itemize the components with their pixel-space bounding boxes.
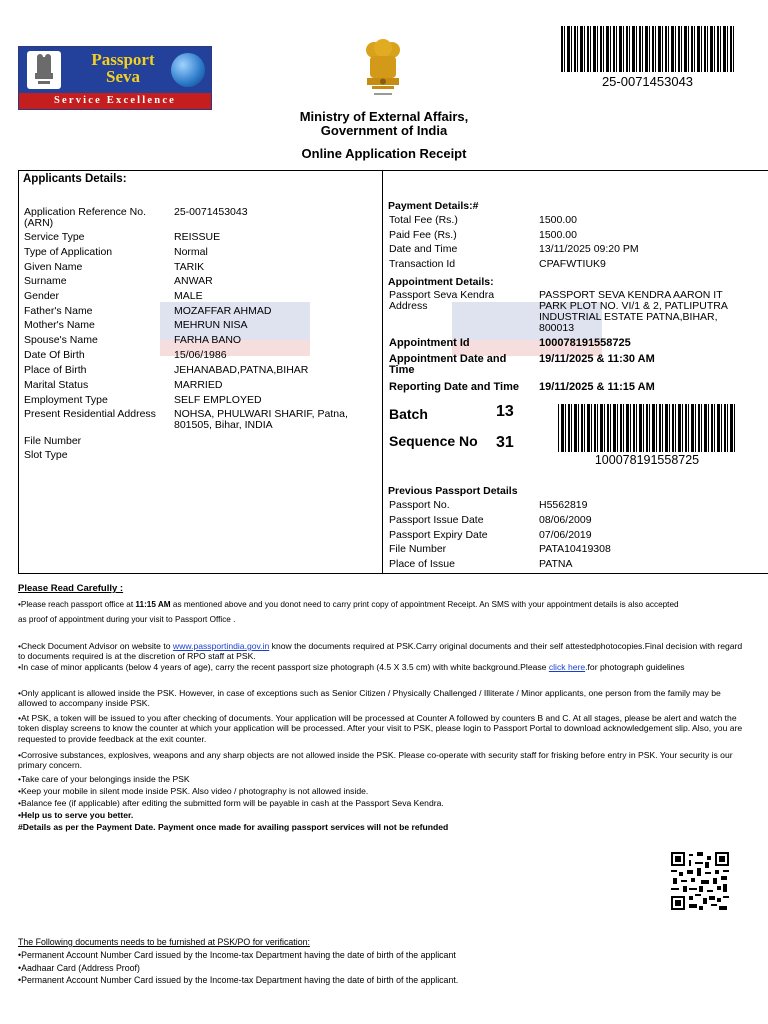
value-appointment-datetime: 19/11/2025 & 11:30 AM xyxy=(539,353,655,365)
note-mobile-silent: •Keep your mobile in silent mode inside PSK. Also video / photography is not allowed inside. xyxy=(18,786,369,796)
value-passport-issue-date: 08/06/2009 xyxy=(539,514,592,526)
label-employment-type: Employment Type xyxy=(24,394,108,406)
label-place-of-birth: Place of Birth xyxy=(24,364,87,376)
value-payment-date: 13/11/2025 09:20 PM xyxy=(539,243,639,255)
note-payment-refund: #Details as per the Payment Date. Payment once made for availing passport services will not be refunded xyxy=(18,822,449,832)
note-reach-office xyxy=(18,600,748,610)
label-arn: Application Reference No. (ARN) xyxy=(24,206,146,229)
applicant-heading: Applicants Details: xyxy=(23,173,127,185)
ministry-line2: Government of India xyxy=(320,123,448,138)
value-batch: 13 xyxy=(496,403,514,420)
value-residential-address: NOHSA, PHULWARI SHARIF, Patna, 801505, Bihar, INDIA xyxy=(174,408,348,431)
logo-globe-icon xyxy=(171,53,205,87)
previous-passport-heading: Previous Passport Details xyxy=(388,485,518,497)
label-appointment-datetime: Appointment Date and Time xyxy=(389,353,507,376)
label-service-type: Service Type xyxy=(24,231,85,243)
document-item-pan-2: •Permanent Account Number Card issued by the Income-tax Department having the date of birth of the applicant. xyxy=(18,975,459,985)
label-passport-expiry-date: Passport Expiry Date xyxy=(389,529,488,541)
label-passport-no: Passport No. xyxy=(389,499,450,511)
label-mothers-name: Mother's Name xyxy=(24,319,95,331)
note-minor-post: .for photograph guidelines xyxy=(585,662,685,672)
value-gender: MALE xyxy=(174,290,203,302)
label-appointment-id: Appointment Id xyxy=(389,337,470,349)
label-surname: Surname xyxy=(24,275,67,287)
note-token: •At PSK, a token will be issued to you after checking of documents. Your application will be processed at Counter A followed by counters B and C. At all stages, please be alert and watch the token display screens to know the counter at which your application will be processed. After your visit to PSK, please login to Passport Portal to download acknowledgement slip. Also, you are requested to provide feedback at the exit counter. xyxy=(18,713,743,744)
note-reach-pre: •Please reach passport office at xyxy=(18,600,134,609)
label-gender: Gender xyxy=(24,290,60,302)
label-passport-issue-date: Passport Issue Date xyxy=(389,514,484,526)
label-file-number: File Number xyxy=(24,435,82,447)
value-given-name: TARIK xyxy=(174,261,205,273)
note-belongings: •Take care of your belongings inside the PSK xyxy=(18,774,190,784)
column-divider xyxy=(382,170,383,574)
logo-emblem-icon xyxy=(27,51,61,89)
value-employment-type: SELF EMPLOYED xyxy=(174,394,262,406)
label-psk-address: Passport Seva Kendra Address xyxy=(389,289,495,312)
label-batch: Batch xyxy=(389,406,428,422)
label-spouses-name: Spouse's Name xyxy=(24,334,98,346)
receipt-title: Online Application Receipt xyxy=(301,146,467,161)
value-passport-expiry-date: 07/06/2019 xyxy=(539,529,592,541)
payment-heading: Payment Details:# xyxy=(388,200,479,212)
value-date-of-birth: 15/06/1986 xyxy=(174,349,227,361)
value-psk-address: PASSPORT SEVA KENDRA AARON IT PARK PLOT NO. VI/1 & 2, PATLIPUTRA INDUSTRIAL ESTATE PATNA,BIHAR, 800013 xyxy=(539,289,728,334)
arn-barcode-text: 25-0071453043 xyxy=(601,74,694,89)
label-sequence-no: Sequence No xyxy=(389,433,478,449)
label-total-fee: Total Fee (Rs.) xyxy=(389,214,458,226)
label-marital-status: Marital Status xyxy=(24,379,89,391)
note-balance-fee: •Balance fee (if applicable) after editing the submitted form will be payable in cash at the Passport Seva Kendra. xyxy=(18,798,444,808)
passportindia-link[interactable]: www.passportindia.gov.in xyxy=(172,641,270,651)
value-marital-status: MARRIED xyxy=(174,379,223,391)
value-spouses-name: FARHA BANO xyxy=(174,334,242,346)
note-help-us: •Help us to serve you better. xyxy=(18,810,134,820)
appointment-barcode-text: 100078191558725 xyxy=(594,453,700,467)
label-slot-type: Slot Type xyxy=(24,449,68,461)
value-prev-file-number: PATA10419308 xyxy=(539,543,611,555)
appointment-barcode xyxy=(558,404,736,452)
value-fathers-name: MOZAFFAR AHMAD xyxy=(174,305,272,317)
note-advisor-pre: •Check Document Advisor on website to xyxy=(18,641,171,651)
label-given-name: Given Name xyxy=(24,261,83,273)
value-place-of-issue: PATNA xyxy=(539,558,573,570)
qr-code xyxy=(671,852,729,910)
ministry-line1: Ministry of External Affairs, xyxy=(299,109,469,124)
value-transaction-id: CPAFWTIUK9 xyxy=(539,258,606,270)
documents-heading: The Following documents needs to be furnished at PSK/PO for verification: xyxy=(18,937,310,947)
label-fathers-name: Father's Name xyxy=(24,305,93,317)
note-document-advisor xyxy=(18,641,748,662)
note-minor-applicants xyxy=(18,662,748,672)
value-reporting-datetime: 19/11/2025 & 11:15 AM xyxy=(539,381,655,393)
label-reporting-datetime: Reporting Date and Time xyxy=(389,381,519,393)
value-sequence-no: 31 xyxy=(496,434,514,451)
notes-heading: Please Read Carefully : xyxy=(18,583,124,594)
arn-barcode xyxy=(561,26,734,72)
document-item-pan: •Permanent Account Number Card issued by the Income-tax Department having the date of birth of the applicant xyxy=(18,950,456,960)
state-emblem-icon xyxy=(360,38,406,102)
passport-seva-logo xyxy=(18,46,212,110)
label-date-of-birth: Date Of Birth xyxy=(24,349,85,361)
value-total-fee: 1500.00 xyxy=(539,214,577,226)
label-place-of-issue: Place of Issue xyxy=(389,558,455,570)
value-passport-no: H5562819 xyxy=(539,499,588,511)
note-reach-line2: as proof of appointment during your visit to Passport Office . xyxy=(18,615,236,624)
value-type-of-application: Normal xyxy=(174,246,208,258)
note-only-applicant: •Only applicant is allowed inside the PSK. However, in case of exceptions such as Senior Citizen / Physically Challenged / Illiterate / Minor applicants, one person from the family may be allowed to accompany inside PSK. xyxy=(18,688,721,709)
label-prev-file-number: File Number xyxy=(389,543,447,555)
value-surname: ANWAR xyxy=(174,275,213,287)
note-reach-post: as mentioned above and you donot need to carry print copy of appointment Receipt. An SMS with your appointment details is also accepted xyxy=(172,600,679,609)
value-mothers-name: MEHRUN NISA xyxy=(174,319,248,331)
note-advisor-post: know the documents required at PSK.Carry original documents and their self attestedphotocopies.Final decision with regard to documents required is at the discretion of RPO staff at PSK. xyxy=(18,641,743,662)
photo-guidelines-link[interactable]: click here xyxy=(548,662,586,672)
logo-tagline: Service Excellence xyxy=(19,93,211,109)
note-reach-time: 11:15 AM xyxy=(135,600,171,609)
appointment-heading: Appointment Details: xyxy=(388,276,494,288)
label-residential-address: Present Residential Address xyxy=(24,408,156,420)
value-place-of-birth: JEHANABAD,PATNA,BIHAR xyxy=(174,364,309,376)
value-service-type: REISSUE xyxy=(174,231,221,243)
note-corrosive: •Corrosive substances, explosives, weapons and any sharp objects are not allowed inside the PSK. Please co-operate with security staff for frisking before entry in PSK. Your security is our primary concern. xyxy=(18,750,733,771)
label-payment-date: Date and Time xyxy=(389,243,458,255)
document-item-aadhaar: •Aadhaar Card (Address Proof) xyxy=(18,963,140,973)
logo-title: Passport Seva xyxy=(91,50,155,86)
value-paid-fee: 1500.00 xyxy=(539,229,577,241)
label-paid-fee: Paid Fee (Rs.) xyxy=(389,229,457,241)
label-type-of-application: Type of Application xyxy=(24,246,113,258)
label-transaction-id: Transaction Id xyxy=(389,258,456,270)
value-arn: 25-0071453043 xyxy=(174,206,248,218)
value-appointment-id: 100078191558725 xyxy=(539,337,631,349)
note-minor-pre: •In case of minor applicants (below 4 years of age), carry the recent passport size photograph (4.5 X 3.5 cm) with white background.Please xyxy=(18,662,547,672)
